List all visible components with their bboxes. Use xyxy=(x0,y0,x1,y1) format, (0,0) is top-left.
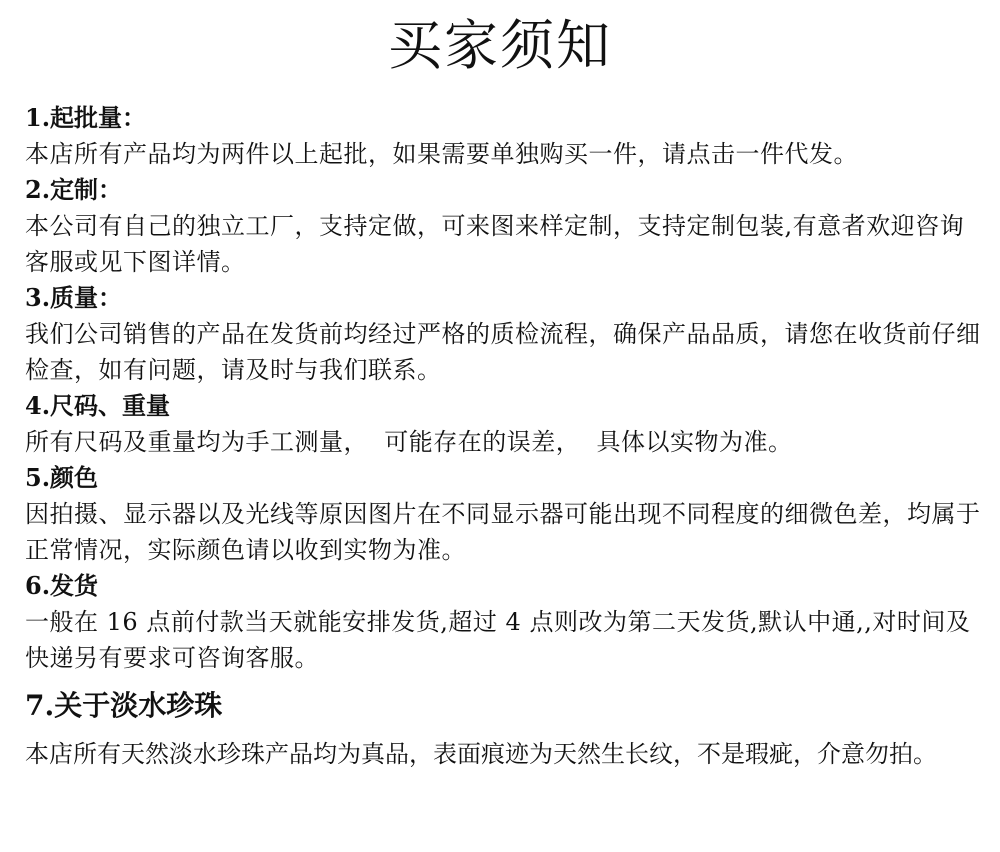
section-body: 一般在 16 点前付款当天就能安排发货,超过 4 点则改为第二天发货,默认中通,,对时间及快递另有要求可咨询客服。 xyxy=(25,608,971,672)
section-heading: 3.质量： xyxy=(25,283,123,312)
section-body: 因拍摄、显示器以及光线等原因图片在不同显示器可能出现不同程度的细微色差，均属于正常情况，实际颜色请以收到实物为准。 xyxy=(25,500,981,564)
section-heading: 6.发货 xyxy=(25,571,99,600)
section-color xyxy=(25,460,985,568)
section-freshwater-pearl xyxy=(25,686,985,772)
section-body: 本店所有产品均为两件以上起批，如果需要单独购买一件，请点击一件代发。 xyxy=(25,140,858,168)
section-body: 本公司有自己的独立工厂，支持定做，可来图来样定制，支持定制包装,有意者欢迎咨询客服或见下图详情。 xyxy=(25,212,965,276)
section-heading: 2.定制： xyxy=(25,175,123,204)
notice-content xyxy=(25,100,985,772)
section-body: 所有尺码及重量均为手工测量， 可能存在的误差， 具体以实物为准。 xyxy=(25,428,793,456)
section-heading: 5.颜色 xyxy=(25,463,99,492)
page-title: 买家须知 xyxy=(388,14,612,77)
section-shipping xyxy=(25,568,985,676)
section-customization xyxy=(25,172,985,280)
section-size-weight xyxy=(25,388,985,460)
section-min-order xyxy=(25,100,985,172)
section-body: 我们公司销售的产品在发货前均经过严格的质检流程，确保产品品质，请您在收货前仔细检查，如有问题，请及时与我们联系。 xyxy=(25,320,981,384)
section-body: 本店所有天然淡水珍珠产品均为真品，表面痕迹为天然生长纹，不是瑕疵，介意勿拍。 xyxy=(25,740,937,768)
section-heading: 7.关于淡水珍珠 xyxy=(25,689,223,722)
section-heading: 1.起批量： xyxy=(25,103,147,132)
section-quality xyxy=(25,280,985,388)
section-heading: 4.尺码、重量 xyxy=(25,391,171,420)
